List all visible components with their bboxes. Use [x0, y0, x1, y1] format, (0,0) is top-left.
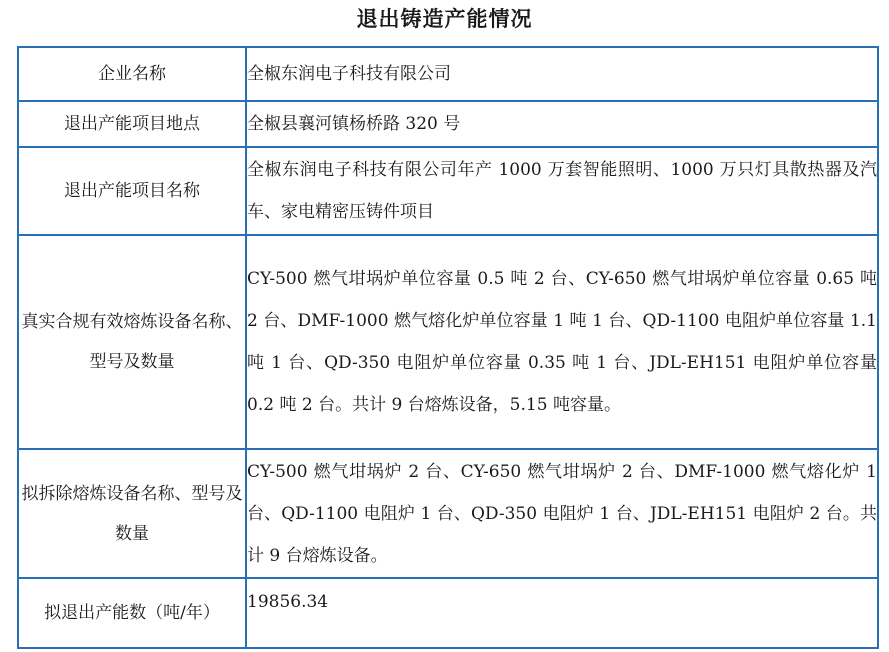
row-label-exit-capacity: 拟退出产能数（吨/年）: [18, 578, 246, 648]
capacity-exit-table: [17, 46, 879, 649]
row-label-valid-equipment: 真实合规有效熔炼设备名称、型号及数量: [18, 235, 246, 449]
row-value-equipment-to-remove: CY-500 燃气坩埚炉 2 台、CY-650 燃气坩埚炉 2 台、DMF-1000 燃气熔化炉 1 台、QD-1100 电阻炉 1 台、QD-350 电阻炉 1 台、JDL-EH151 电阻炉 2 台。共计 9 台熔炼设备。: [246, 449, 878, 578]
row-label-project-location: 退出产能项目地点: [18, 101, 246, 147]
row-value-exit-capacity: 19856.34: [246, 578, 878, 648]
table-row: [18, 578, 878, 648]
row-value-project-name: 全椒东润电子科技有限公司年产 1000 万套智能照明、1000 万只灯具散热器及汽车、家电精密压铸件项目: [246, 147, 878, 235]
page-title: 退出铸造产能情况: [356, 6, 533, 31]
table-row: [18, 47, 878, 101]
row-value-project-location: 全椒县襄河镇杨桥路 320 号: [246, 101, 878, 147]
row-label-project-name: 退出产能项目名称: [18, 147, 246, 235]
table-row: [18, 449, 878, 578]
row-label-company-name: 企业名称: [18, 47, 246, 101]
row-value-valid-equipment: CY-500 燃气坩埚炉单位容量 0.5 吨 2 台、CY-650 燃气坩埚炉单位容量 0.65 吨 2 台、DMF-1000 燃气熔化炉单位容量 1 吨 1 台、QD-1100 电阻炉单位容量 1.1 吨 1 台、QD-350 电阻炉单位容量 0.35 吨 1 台、JDL-EH151 电阻炉单位容量 0.2 吨 2 台。共计 9 台熔炼设备，5.15 吨容量。: [246, 235, 878, 449]
table-row: [18, 147, 878, 235]
row-value-company-name: 全椒东润电子科技有限公司: [246, 47, 878, 101]
table-row: [18, 101, 878, 147]
table-row: [18, 235, 878, 449]
row-label-equipment-to-remove: 拟拆除熔炼设备名称、型号及数量: [18, 449, 246, 578]
